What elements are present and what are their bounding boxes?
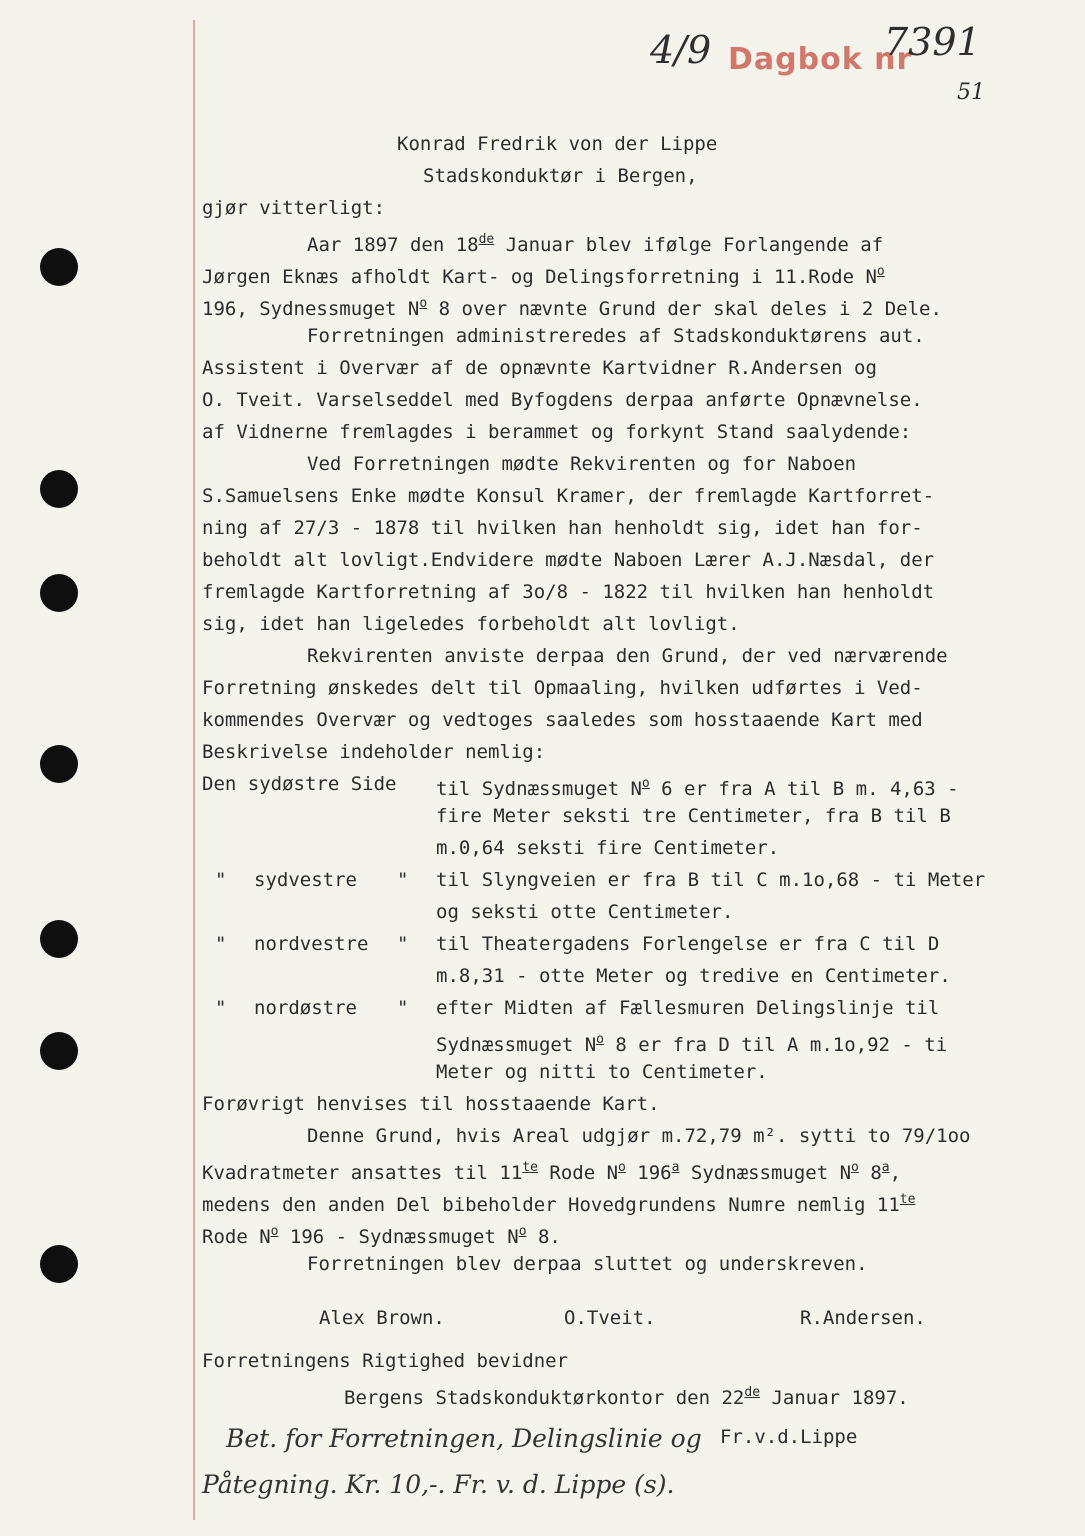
side-label: nordøstre: [254, 997, 357, 1019]
handwritten-date: 4/9: [650, 28, 712, 72]
side-text: Meter og nitti to Centimeter.: [436, 1061, 768, 1083]
side-text: efter Midten af Fællesmuren Delingslinje til: [436, 997, 940, 1019]
signature-witness: O.Tveit.: [564, 1307, 656, 1329]
body-line: ning af 27/3 - 1878 til hvilken han henholdt sig, idet han for-: [202, 517, 923, 539]
handwritten-fee-note: Påtegning. Kr. 10,-. Fr. v. d. Lippe (s).: [202, 1470, 675, 1499]
body-line: S.Samuelsens Enke mødte Konsul Kramer, der fremlagde Kartforret-: [202, 485, 935, 507]
side-label: Den sydøstre Side: [202, 773, 397, 795]
body-line: beholdt alt lovligt.Endvidere mødte Naboen Lærer A.J.Næsdal, der: [202, 549, 935, 571]
punch-hole: [40, 920, 78, 958]
side-label: nordvestre: [254, 933, 369, 955]
side-text: m.8,31 - otte Meter og tredive en Centimeter.: [436, 965, 951, 987]
body-line: Forretning ønskedes delt til Opmaaling, hvilken udførtes i Ved-: [202, 677, 923, 699]
punch-hole: [40, 470, 78, 508]
side-label: sydvestre: [254, 869, 357, 891]
body-line: 196, Sydnessmuget $N^o$ 8 over nævnte Grund der skal deles i 2 Dele.: [202, 296, 942, 320]
body-line: Forretningen administreredes af Stadskonduktørens aut.: [307, 325, 925, 347]
heading-declare: gjør vitterligt:: [202, 197, 386, 219]
dagbok-year: 51: [957, 80, 985, 105]
side-text: m.0,64 seksti fire Centimeter.: [436, 837, 780, 859]
body-line: af Vidnerne fremlagdes i berammet og forkynt Stand saalydende:: [202, 421, 912, 443]
heading-title: Stadskonduktør i Bergen,: [423, 165, 698, 187]
closing-line: Forretningen blev derpaa sluttet og underskreven.: [307, 1253, 868, 1275]
punch-hole: [40, 248, 78, 286]
certification-signer: Fr.v.d.Lippe: [720, 1426, 858, 1448]
closing-line: Rode $N^o$ 196 - Sydnæssmuget $N^o$ 8.: [202, 1224, 561, 1248]
side-text: til Theatergadens Forlengelse er fra C til D: [436, 933, 940, 955]
heading-name: Konrad Fredrik von der Lippe: [397, 133, 718, 155]
ditto-mark: ": [397, 997, 409, 1019]
ditto-mark: ": [397, 933, 409, 955]
dagbok-number: 7391: [884, 20, 981, 64]
closing-line: Denne Grund, hvis Areal udgjør m.72,79 m². sytti to 79/1oo: [307, 1125, 971, 1147]
side-text: til Sydnæssmuget $N^o$ 6 er fra A til B m. 4,63 -: [436, 776, 959, 800]
ditto-mark: ": [215, 997, 227, 1019]
body-line: Beskrivelse indeholder nemlig:: [202, 741, 546, 763]
signature-witness: Alex Brown.: [319, 1307, 445, 1329]
body-line: O. Tveit. Varselseddel med Byfogdens derpaa anførte Opnævnelse.: [202, 389, 923, 411]
handwritten-fee-note: Bet. for Forretningen, Delingslinie og: [226, 1424, 702, 1453]
closing-line: medens den anden Del bibeholder Hovedgrundens Numre nemlig $11^{te}$: [202, 1192, 916, 1216]
dagbok-stamp: Dagbok nr: [728, 42, 913, 77]
ditto-mark: ": [215, 933, 227, 955]
margin-rule: [193, 20, 195, 1520]
body-line: Ved Forretningen mødte Rekvirenten og for Naboen: [307, 453, 857, 475]
signature-witness: R.Andersen.: [800, 1307, 926, 1329]
closing-line: Forøvrigt henvises til hosstaaende Kart.: [202, 1093, 660, 1115]
side-text: og seksti otte Centimeter.: [436, 901, 734, 923]
punch-hole: [40, 745, 78, 783]
ditto-mark: ": [397, 869, 409, 891]
body-line: fremlagde Kartforretning af 3o/8 - 1822 til hvilken han henholdt: [202, 581, 935, 603]
side-text: fire Meter seksti tre Centimeter, fra B til B: [436, 805, 951, 827]
punch-hole: [40, 1032, 78, 1070]
punch-hole: [40, 1245, 78, 1283]
body-line: kommendes Overvær og vedtoges saaledes som hosstaaende Kart med: [202, 709, 923, 731]
side-text: Sydnæssmuget $N^o$ 8 er fra D til A m.1o,92 - ti: [436, 1032, 948, 1056]
closing-line: Kvadratmeter ansattes til $11^{te}$ Rode $N^o$ 196$^a$ Sydnæssmuget $N^o$ 8$^a$,: [202, 1160, 902, 1184]
body-line: Assistent i Overvær af de opnævnte Kartvidner R.Andersen og: [202, 357, 877, 379]
punch-hole: [40, 574, 78, 612]
side-text: til Slyngveien er fra B til C m.1o,68 - ti Meter: [436, 869, 986, 891]
certification-line: Bergens Stadskonduktørkontor den 22de Januar 1897.: [344, 1385, 909, 1409]
body-line: sig, idet han ligeledes forbeholdt alt lovligt.: [202, 613, 740, 635]
body-line: Rekvirenten anviste derpaa den Grund, der ved nærværende: [307, 645, 948, 667]
ditto-mark: ": [215, 869, 227, 891]
body-line: Jørgen Eknæs afholdt Kart- og Delingsforretning i 11.Rode $N^o$: [202, 264, 885, 288]
body-line: Aar 1897 den 18de Januar blev ifølge Forlangende af: [307, 232, 884, 256]
certification-line: Forretningens Rigtighed bevidner: [202, 1350, 569, 1372]
